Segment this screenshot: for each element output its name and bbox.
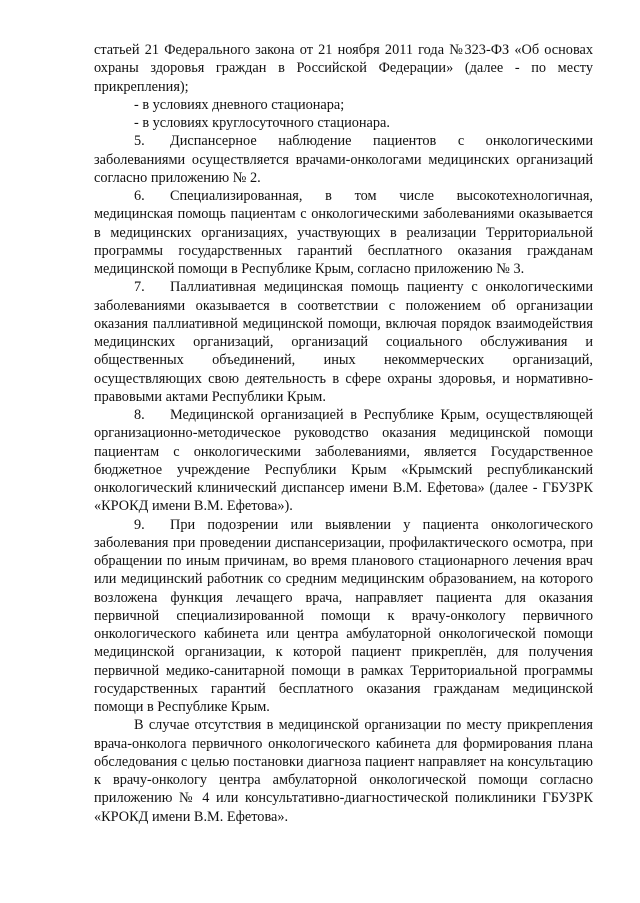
paragraph-text: Специализированная, в том числе высокотехнологичная, медицинская помощь пациентам с онкологическими заболеваниями оказывается в медицинских организациях, участвующих в реализации Территориальной программы государственных гарантий бесплатного оказания гражданам медицинской помощи в Республике Крым, согласно приложению № 3.: [94, 188, 593, 277]
paragraph-text: Диспансерное наблюдение пациентов с онкологическими заболеваниями осуществляется врачами-онкологами медицинских организаций согласно приложению № 2.: [94, 133, 593, 186]
paragraph-7: [94, 278, 593, 406]
paragraph-8: [94, 406, 593, 516]
paragraph-number: 9.: [134, 516, 145, 533]
paragraph-text: Паллиативная медицинская помощь пациенту с онкологическими заболеваниями оказывается в соответствии с положением об организации оказания паллиативной медицинской помощи, включая порядок взаимодействия медицинских организаций, организаций социального обслуживания и общественных объединений, иных некоммерческих организаций, осуществляющих свою деятельность в сфере охраны здоровья, и нормативно-правовыми актами Республики Крым.: [94, 279, 593, 405]
paragraph-number: 6.: [134, 188, 145, 204]
paragraph-text: При подозрении или выявлении у пациента онкологического заболевания при проведении диспансеризации, профилактического осмотра, при обращении по иным причинам, во время планового стационарного лечения врач или медицинский работник со средним медицинским образованием, на которого возложена функция лечащего врача, направляет пациента для оказания первичной специализированной помощи к врачу-онкологу первичного онкологического кабинета или центра амбулаторной онкологической помощи медицинской организации, к которой пациент прикреплён, для получения первичной медико-санитарной помощи в рамках Территориальной программы государственных гарантий бесплатного оказания гражданам медицинской помощи в Республике Крым.: [94, 516, 593, 715]
paragraph-9: [94, 516, 593, 717]
document-page: [94, 41, 593, 826]
intro-paragraph: статьей 21 Федерального закона от 21 ноября 2011 года №323-ФЗ «Об основах охраны здоровья граждан в Российской Федерации» (далее - по месту прикрепления);: [94, 42, 593, 95]
paragraph-number: 5.: [134, 133, 145, 150]
closing-paragraph: В случае отсутствия в медицинской организации по месту прикрепления врача-онколога первичного онкологического кабинета для формирования плана обследования с целью постановки диагноза пациент направляет на консультацию к врачу-онкологу центра амбулаторной онкологической помощи согласно приложению № 4 или консультативно-диагностической поликлиники ГБУЗРК «КРОКД имени В.М. Ефетова».: [94, 717, 593, 825]
bullet-day-hospital: - в условиях дневного стационара;: [134, 96, 345, 113]
paragraph-6: [94, 187, 593, 278]
paragraph-number: 7.: [134, 279, 145, 296]
paragraph-number: 8.: [134, 407, 145, 423]
bullet-round-the-clock-hospital: - в условиях круглосуточного стационара.: [134, 115, 390, 131]
paragraph-text: Медицинской организацией в Республике Крым, осуществляющей организационно-методическое руководство оказания медицинской помощи пациентам с онкологическими заболеваниями, является Государственное бюджетное учреждение Республики Крым «Крымский республиканский онкологический клинический диспансер имени В.М. Ефетова» (далее - ГБУЗРК «КРОКД имени В.М. Ефетова»).: [94, 407, 593, 515]
paragraph-5: [94, 132, 593, 187]
